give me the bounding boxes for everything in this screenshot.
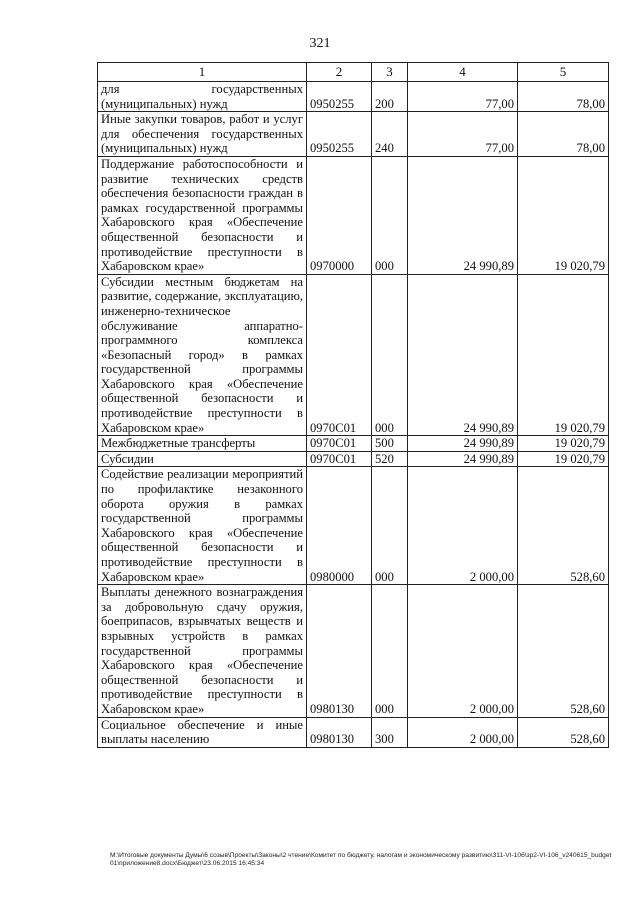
row-value-2015-cell: 528,60 [518,467,609,585]
header-col-2: 2 [307,63,372,82]
row-value-2015-cell: 528,60 [518,585,609,717]
row-name-cell: Иные закупки товаров, работ и услуг для обеспечения государственных (муниципальных) нужд [98,112,307,157]
row-type-cell: 200 [372,82,408,112]
row-value-2014-cell: 2 000,00 [408,717,518,747]
row-code-cell: 0980130 [307,585,372,717]
row-value-2014-cell: 77,00 [408,112,518,157]
table-row [98,467,609,585]
file-path-footer: M:\Итоговые документы Думы\6 созыв\Проекты\Законы\2 чтение\Комитет по бюджету, налогам и экономическому развитию\311-VI-106\зр2-VI-106_v240615_budget01\приложение8.docx\Бюджет\23.06.2015 16:45:34 [110,852,612,867]
row-code-cell: 0970С01 [307,274,372,436]
row-type-cell: 000 [372,585,408,717]
row-value-2015-cell: 19 020,79 [518,156,609,274]
row-name-cell: Межбюджетные трансферты [98,436,307,452]
row-name-cell: Субсидии местным бюджетам на развитие, содержание, эксплуатацию, инженерно-техническое обслуживание аппаратно-программного комплекса «Безопасный город» в рамках государственной программы Хабаровского края «Обеспечение общественной безопасности и противодействие преступности в Хабаровском крае» [98,274,307,436]
row-value-2015-cell: 19 020,79 [518,451,609,467]
table-row [98,156,609,274]
row-value-2014-cell: 24 990,89 [408,156,518,274]
row-type-cell: 300 [372,717,408,747]
header-col-4: 4 [408,63,518,82]
page-number: 321 [309,36,331,51]
row-value-2014-cell: 24 990,89 [408,451,518,467]
row-value-2015-cell: 78,00 [518,112,609,157]
table-row [98,82,609,112]
row-type-cell: 500 [372,436,408,452]
row-code-cell: 0980000 [307,467,372,585]
row-type-cell: 240 [372,112,408,157]
row-value-2014-cell: 77,00 [408,82,518,112]
table-row [98,112,609,157]
row-name-cell: Поддержание работоспособности и развитие технических средств обеспечения безопасности граждан в рамках государственной программы Хабаровского края «Обеспечение общественной безопасности и противодействие преступности в Хабаровском крае» [98,156,307,274]
row-code-cell: 0970С01 [307,436,372,452]
row-code-cell: 0970С01 [307,451,372,467]
table-row [98,274,609,436]
row-value-2015-cell: 19 020,79 [518,436,609,452]
header-col-3: 3 [372,63,408,82]
row-value-2014-cell: 2 000,00 [408,585,518,717]
row-name-cell: Социальное обеспечение и иные выплаты населению [98,717,307,747]
row-name-cell: для государственных (муниципальных) нужд [98,82,307,112]
row-type-cell: 000 [372,467,408,585]
row-value-2015-cell: 528,60 [518,717,609,747]
row-name-cell: Субсидии [98,451,307,467]
header-row [98,63,609,82]
budget-table [97,62,609,748]
row-name-cell: Выплаты денежного вознаграждения за добровольную сдачу оружия, боеприпасов, взрывчатых веществ и взрывных устройств в рамках государственной программы Хабаровского края «Обеспечение общественной безопасности и противодействие преступности в Хабаровском крае» [98,585,307,717]
row-name-cell: Содействие реализации мероприятий по профилактике незаконного оборота оружия в рамках государственной программы Хабаровского края «Обеспечение общественной безопасности и противодействие преступности в Хабаровском крае» [98,467,307,585]
row-value-2015-cell: 78,00 [518,82,609,112]
row-code-cell: 0980130 [307,717,372,747]
row-code-cell: 0950255 [307,112,372,157]
row-code-cell: 0970000 [307,156,372,274]
row-value-2014-cell: 24 990,89 [408,436,518,452]
header-col-5: 5 [518,63,609,82]
table-row [98,436,609,452]
table-row [98,585,609,717]
row-type-cell: 520 [372,451,408,467]
row-type-cell: 000 [372,156,408,274]
table-row [98,451,609,467]
row-value-2014-cell: 2 000,00 [408,467,518,585]
header-col-1: 1 [98,63,307,82]
row-code-cell: 0950255 [307,82,372,112]
row-value-2015-cell: 19 020,79 [518,274,609,436]
row-type-cell: 000 [372,274,408,436]
row-value-2014-cell: 24 990,89 [408,274,518,436]
table-row [98,717,609,747]
